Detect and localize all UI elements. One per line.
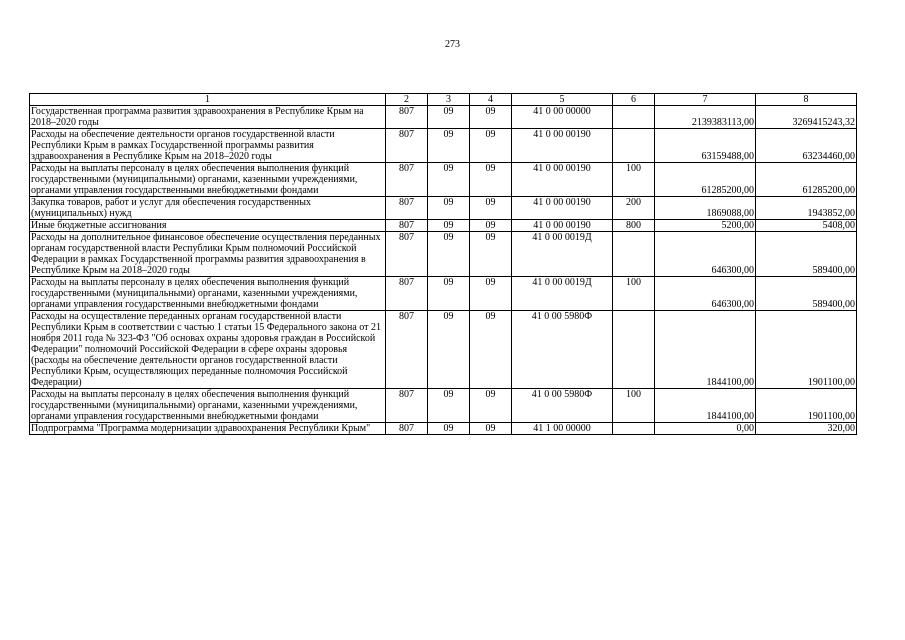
row-pr-cell: 09 [470,106,512,129]
row-pr-cell: 09 [470,129,512,163]
page-number: 273 [445,39,460,50]
row-sum-2020-cell: 1901100,00 [756,389,857,423]
row-name-cell: Расходы на выплаты персоналу в целях обеспечения выполнения функций государственными (муниципальными) органами, казенными учреждениями, органами управления государственными внебюджетными фондами [30,277,386,311]
row-name-cell: Иные бюджетные ассигнования [30,220,386,232]
row-vr-cell: 200 [613,197,655,220]
row-rz-cell: 09 [428,163,470,197]
row-pr-cell: 09 [470,232,512,277]
column-header: 7 [655,94,756,106]
row-rz-cell: 09 [428,389,470,423]
row-pr-cell: 09 [470,220,512,232]
column-header: 6 [613,94,655,106]
row-vr-cell [613,311,655,389]
row-name-cell: Государственная программа развития здравоохранения в Республике Крым на 2018–2020 годы [30,106,386,129]
row-vr-cell [613,106,655,129]
budget-table [29,93,857,435]
row-csr-cell: 41 1 00 00000 [512,423,613,435]
column-header: 3 [428,94,470,106]
table-row [30,311,857,389]
row-rz-cell: 09 [428,311,470,389]
row-sum-2020-cell: 3269415243,32 [756,106,857,129]
column-header: 5 [512,94,613,106]
row-vr-cell [613,129,655,163]
row-csr-cell: 41 0 00 00190 [512,197,613,220]
table-row [30,232,857,277]
row-sum-2019-cell: 1869088,00 [655,197,756,220]
row-vr-cell: 800 [613,220,655,232]
row-sum-2020-cell: 1901100,00 [756,311,857,389]
row-name-cell: Расходы на выплаты персоналу в целях обеспечения выполнения функций государственными (муниципальными) органами, казенными учреждениями, органами управления государственными внебюджетными фондами [30,389,386,423]
row-ved-cell: 807 [386,197,428,220]
row-name-cell: Расходы на выплаты персоналу в целях обеспечения выполнения функций государственными (муниципальными) органами, казенными учреждениями, органами управления государственными внебюджетными фондами [30,163,386,197]
row-csr-cell: 41 0 00 00190 [512,163,613,197]
row-csr-cell: 41 0 00 00190 [512,129,613,163]
row-rz-cell: 09 [428,220,470,232]
row-sum-2019-cell: 5200,00 [655,220,756,232]
row-pr-cell: 09 [470,163,512,197]
row-sum-2019-cell: 646300,00 [655,232,756,277]
row-sum-2019-cell: 1844100,00 [655,311,756,389]
row-rz-cell: 09 [428,277,470,311]
row-ved-cell: 807 [386,277,428,311]
row-ved-cell: 807 [386,389,428,423]
row-sum-2019-cell: 0,00 [655,423,756,435]
row-csr-cell: 41 0 00 00190 [512,220,613,232]
row-csr-cell: 41 0 00 5980Ф [512,389,613,423]
row-vr-cell: 100 [613,163,655,197]
row-csr-cell: 41 0 00 5980Ф [512,311,613,389]
row-sum-2020-cell: 589400,00 [756,232,857,277]
row-ved-cell: 807 [386,232,428,277]
table-row [30,423,857,435]
row-sum-2020-cell: 5408,00 [756,220,857,232]
row-pr-cell: 09 [470,277,512,311]
row-rz-cell: 09 [428,423,470,435]
table-row [30,106,857,129]
row-rz-cell: 09 [428,129,470,163]
row-csr-cell: 41 0 00 00000 [512,106,613,129]
row-ved-cell: 807 [386,129,428,163]
column-header: 2 [386,94,428,106]
column-header: 4 [470,94,512,106]
row-pr-cell: 09 [470,311,512,389]
row-name-cell: Расходы на обеспечение деятельности органов государственной власти Республики Крым в рамках Государственной программы развития здравоохранения в Республике Крым на 2018–2020 годы [30,129,386,163]
row-ved-cell: 807 [386,311,428,389]
row-vr-cell [613,232,655,277]
row-sum-2019-cell: 2139383113,00 [655,106,756,129]
row-sum-2020-cell: 320,00 [756,423,857,435]
row-name-cell: Расходы на осуществление переданных органам государственной власти Республики Крым в соответствии с частью 1 статьи 15 Федерального закона от 21 ноября 2011 года № 323-ФЗ "Об основах охраны здоровья граждан в Российской Федерации" полномочий Российской Федерации в сфере охраны здоровья (расходы на обеспечение деятельности органов государственной власти Республики Крым, осуществляющих переданные полномочия Российской Федерации) [30,311,386,389]
row-sum-2019-cell: 646300,00 [655,277,756,311]
row-sum-2019-cell: 63159488,00 [655,129,756,163]
row-sum-2020-cell: 589400,00 [756,277,857,311]
row-pr-cell: 09 [470,197,512,220]
budget-table-body [30,94,857,435]
row-rz-cell: 09 [428,197,470,220]
table-row [30,163,857,197]
table-row [30,197,857,220]
row-sum-2019-cell: 1844100,00 [655,389,756,423]
row-rz-cell: 09 [428,232,470,277]
row-ved-cell: 807 [386,106,428,129]
column-header: 1 [30,94,386,106]
row-name-cell: Подпрограмма "Программа модернизации здравоохранения Республики Крым" [30,423,386,435]
table-row [30,277,857,311]
row-rz-cell: 09 [428,106,470,129]
row-ved-cell: 807 [386,423,428,435]
row-vr-cell [613,423,655,435]
row-ved-cell: 807 [386,220,428,232]
table-row [30,389,857,423]
row-csr-cell: 41 0 00 0019Д [512,232,613,277]
column-header: 8 [756,94,857,106]
table-row [30,129,857,163]
row-sum-2020-cell: 1943852,00 [756,197,857,220]
table-header-row [30,94,857,106]
row-pr-cell: 09 [470,389,512,423]
row-vr-cell: 100 [613,389,655,423]
row-csr-cell: 41 0 00 0019Д [512,277,613,311]
table-row [30,220,857,232]
row-name-cell: Расходы на дополнительное финансовое обеспечение осуществления переданных органам государственной власти Республики Крым полномочий Российской Федерации в рамках Государственной программы развития здравоохранения в Республике Крым на 2018–2020 годы [30,232,386,277]
row-name-cell: Закупка товаров, работ и услуг для обеспечения государственных (муниципальных) нужд [30,197,386,220]
row-sum-2019-cell: 61285200,00 [655,163,756,197]
row-pr-cell: 09 [470,423,512,435]
row-sum-2020-cell: 61285200,00 [756,163,857,197]
row-vr-cell: 100 [613,277,655,311]
row-sum-2020-cell: 63234460,00 [756,129,857,163]
row-ved-cell: 807 [386,163,428,197]
